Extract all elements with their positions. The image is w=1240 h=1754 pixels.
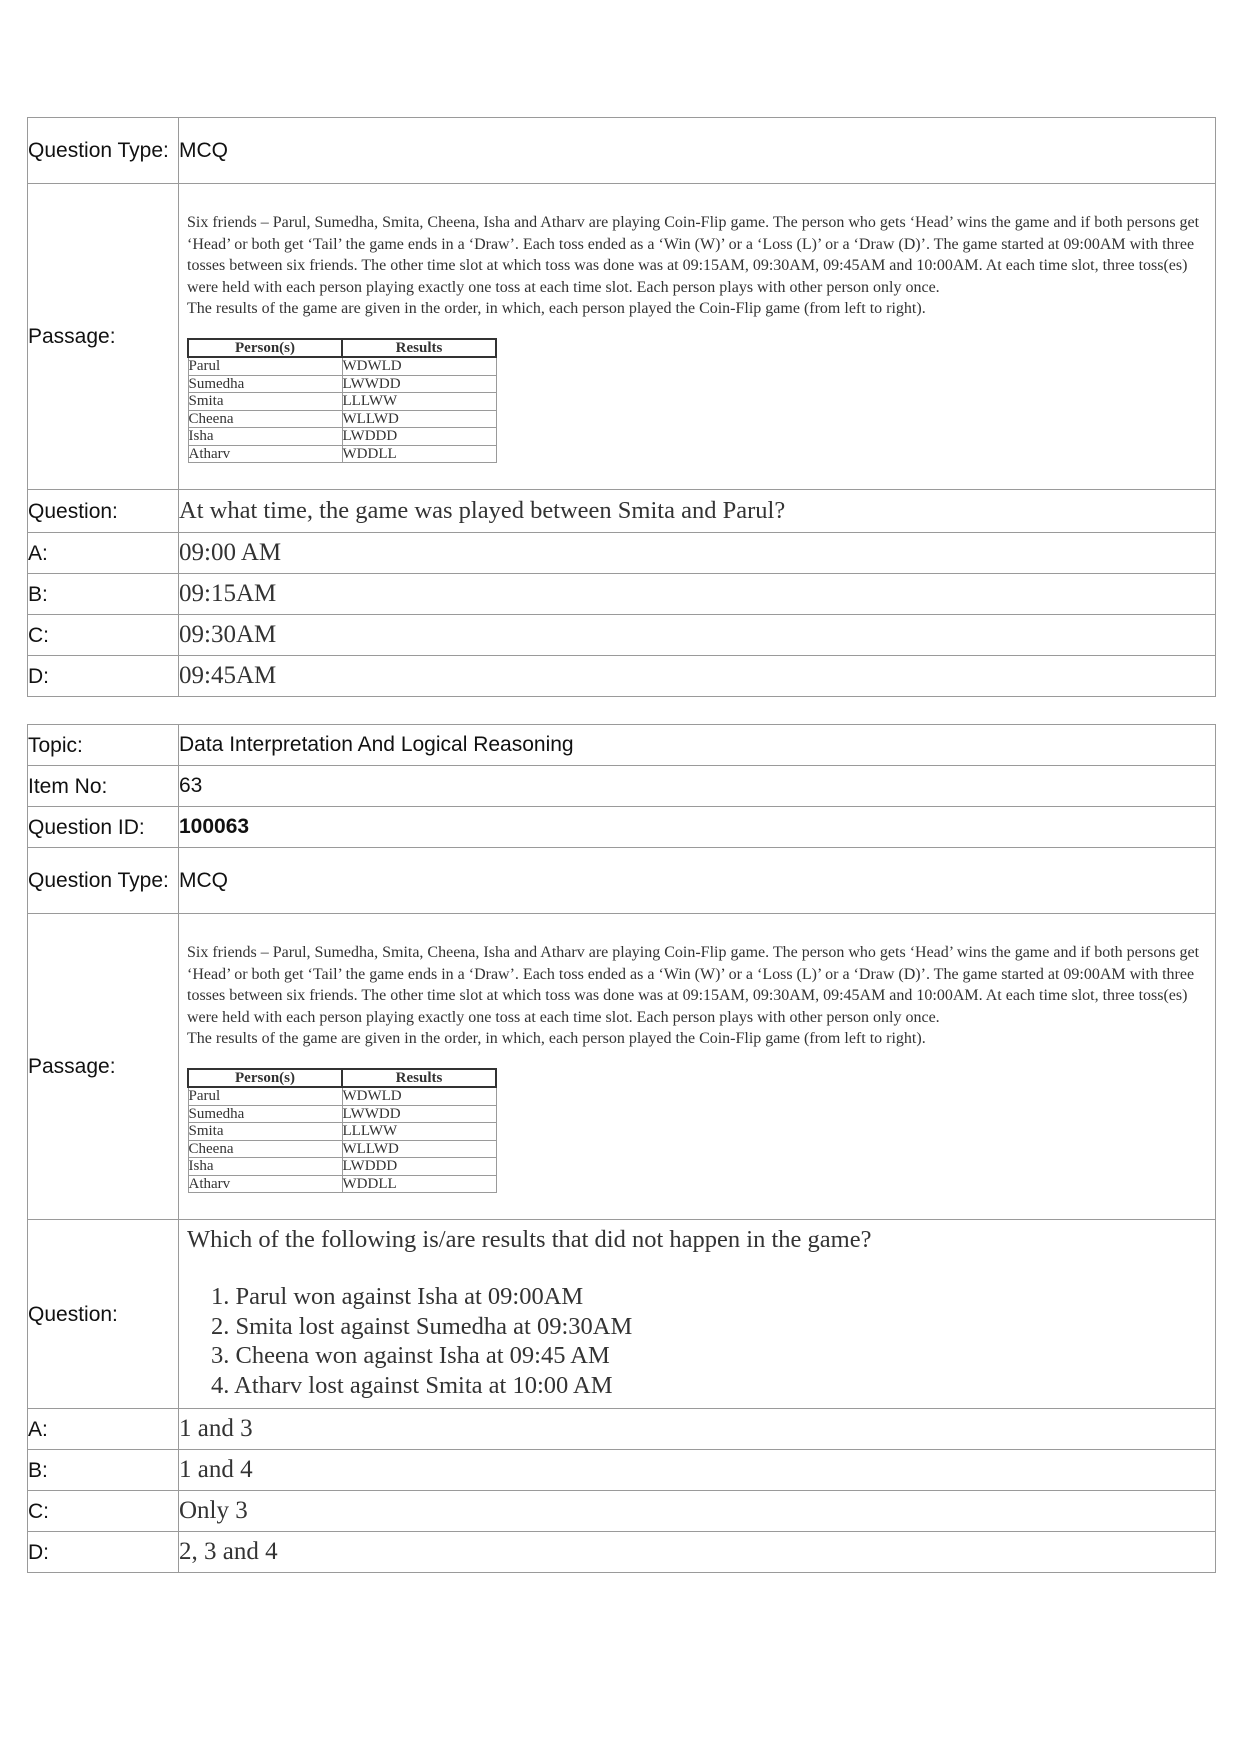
statement-item: 3. Cheena won against Isha at 09:45 AM — [211, 1342, 610, 1369]
question-label: Question: — [28, 490, 179, 533]
question-text: At what time, the game was played between Smita and Parul? — [179, 490, 1216, 533]
results-row — [188, 1087, 496, 1105]
person-name: Sumedha — [188, 1105, 342, 1123]
person-result: WDWLD — [342, 357, 496, 375]
person-name: Isha — [188, 1158, 342, 1176]
results-table — [187, 338, 497, 464]
question-type-value: MCQ — [179, 848, 1216, 914]
passage-label: Passage: — [28, 184, 179, 490]
option-d-label: D: — [28, 1532, 179, 1573]
results-row — [188, 1175, 496, 1193]
option-d: 09:45AM — [179, 656, 1216, 697]
results-row — [188, 1158, 496, 1176]
person-result: WDDLL — [342, 1175, 496, 1193]
question-type-label: Question Type: — [28, 118, 179, 184]
person-name: Cheena — [188, 410, 342, 428]
statement-item: 1. Parul won against Isha at 09:00AM — [211, 1283, 584, 1310]
results-row — [188, 445, 496, 463]
passage-cell — [179, 914, 1216, 1220]
question-type-label: Question Type: — [28, 848, 179, 914]
results-table — [187, 1068, 497, 1194]
option-a-label: A: — [28, 1409, 179, 1450]
statement-item: 2. Smita lost against Sumedha at 09:30AM — [211, 1312, 633, 1340]
person-result: WDDLL — [342, 445, 496, 463]
option-b-label: B: — [28, 574, 179, 615]
results-header-results: Results — [342, 339, 496, 358]
results-row — [188, 1140, 496, 1158]
item-no-value: 63 — [179, 766, 1216, 807]
option-b: 1 and 4 — [179, 1450, 1216, 1491]
question-cell — [179, 1220, 1216, 1409]
person-result: WDWLD — [342, 1087, 496, 1105]
question-block-2 — [27, 724, 1216, 1573]
person-name: Parul — [188, 357, 342, 375]
person-result: LWDDD — [342, 1158, 496, 1176]
person-result: WLLWD — [342, 410, 496, 428]
person-name: Cheena — [188, 1140, 342, 1158]
statement-item: 4. Atharv lost against Smita at 10:00 AM — [211, 1371, 613, 1399]
passage — [179, 936, 1215, 1197]
results-row — [188, 428, 496, 446]
results-row — [188, 1105, 496, 1123]
question-id-value: 100063 — [179, 807, 1216, 848]
person-name: Atharv — [188, 1175, 342, 1193]
person-name: Parul — [188, 1087, 342, 1105]
option-c-label: C: — [28, 615, 179, 656]
person-name: Smita — [188, 393, 342, 411]
passage — [179, 206, 1215, 467]
option-a-label: A: — [28, 533, 179, 574]
person-name: Atharv — [188, 445, 342, 463]
option-c: 09:30AM — [179, 615, 1216, 656]
item-no-label: Item No: — [28, 766, 179, 807]
person-name: Isha — [188, 428, 342, 446]
results-header-person: Person(s) — [188, 339, 342, 358]
person-result: LWWDD — [342, 375, 496, 393]
results-row — [188, 410, 496, 428]
question-label: Question: — [28, 1220, 179, 1409]
option-c: Only 3 — [179, 1491, 1216, 1532]
option-d: 2, 3 and 4 — [179, 1532, 1216, 1573]
option-d-label: D: — [28, 656, 179, 697]
option-a: 1 and 3 — [179, 1409, 1216, 1450]
statement-list — [179, 1282, 1215, 1400]
results-row — [188, 357, 496, 375]
question-block-1 — [27, 117, 1216, 697]
topic-value: Data Interpretation And Logical Reasoning — [179, 725, 1216, 766]
results-row — [188, 1123, 496, 1141]
option-b: 09:15AM — [179, 574, 1216, 615]
question-type-value: MCQ — [179, 118, 1216, 184]
passage-label: Passage: — [28, 914, 179, 1220]
option-c-label: C: — [28, 1491, 179, 1532]
question-text: Which of the following is/are results that did not happen in the game? — [187, 1226, 872, 1253]
passage-text: Six friends – Parul, Sumedha, Smita, Cheena, Isha and Atharv are playing Coin-Flip game. The person who gets ‘Head’ wins the game and if both persons get ‘Head’ or both get ‘Tail’ the game ends in a ‘Draw’. Each toss ended as a ‘Win (W)’ or a ‘Loss (L)’ or a ‘Draw (D)’. The game started at 09:00AM with three tosses between six friends. The other time slot at which toss was done was at 09:15AM, 09:30AM, 09:45AM and 10:00AM. At each time slot, three toss(es) were held with each person playing exactly one toss at each time slot. Each person plays with other person only once. — [187, 944, 1200, 1026]
results-row — [188, 393, 496, 411]
person-result: LLLWW — [342, 393, 496, 411]
person-name: Sumedha — [188, 375, 342, 393]
topic-label: Topic: — [28, 725, 179, 766]
person-result: LWWDD — [342, 1105, 496, 1123]
person-result: LLLWW — [342, 1123, 496, 1141]
person-result: LWDDD — [342, 428, 496, 446]
passage-note: The results of the game are given in the order, in which, each person played the Coin-Flip game (from left to right). — [187, 300, 926, 317]
passage-cell — [179, 184, 1216, 490]
passage-text: Six friends – Parul, Sumedha, Smita, Cheena, Isha and Atharv are playing Coin-Flip game. The person who gets ‘Head’ wins the game and if both persons get ‘Head’ or both get ‘Tail’ the game ends in a ‘Draw’. Each toss ended as a ‘Win (W)’ or a ‘Loss (L)’ or a ‘Draw (D)’. The game started at 09:00AM with three tosses between six friends. The other time slot at which toss was done was at 09:15AM, 09:30AM, 09:45AM and 10:00AM. At each time slot, three toss(es) were held with each person playing exactly one toss at each time slot. Each person plays with other person only once. — [187, 214, 1200, 296]
results-header-person: Person(s) — [188, 1069, 342, 1088]
person-result: WLLWD — [342, 1140, 496, 1158]
person-name: Smita — [188, 1123, 342, 1141]
results-row — [188, 375, 496, 393]
question-id-label: Question ID: — [28, 807, 179, 848]
option-b-label: B: — [28, 1450, 179, 1491]
passage-note: The results of the game are given in the order, in which, each person played the Coin-Flip game (from left to right). — [187, 1030, 926, 1047]
option-a: 09:00 AM — [179, 533, 1216, 574]
results-header-results: Results — [342, 1069, 496, 1088]
